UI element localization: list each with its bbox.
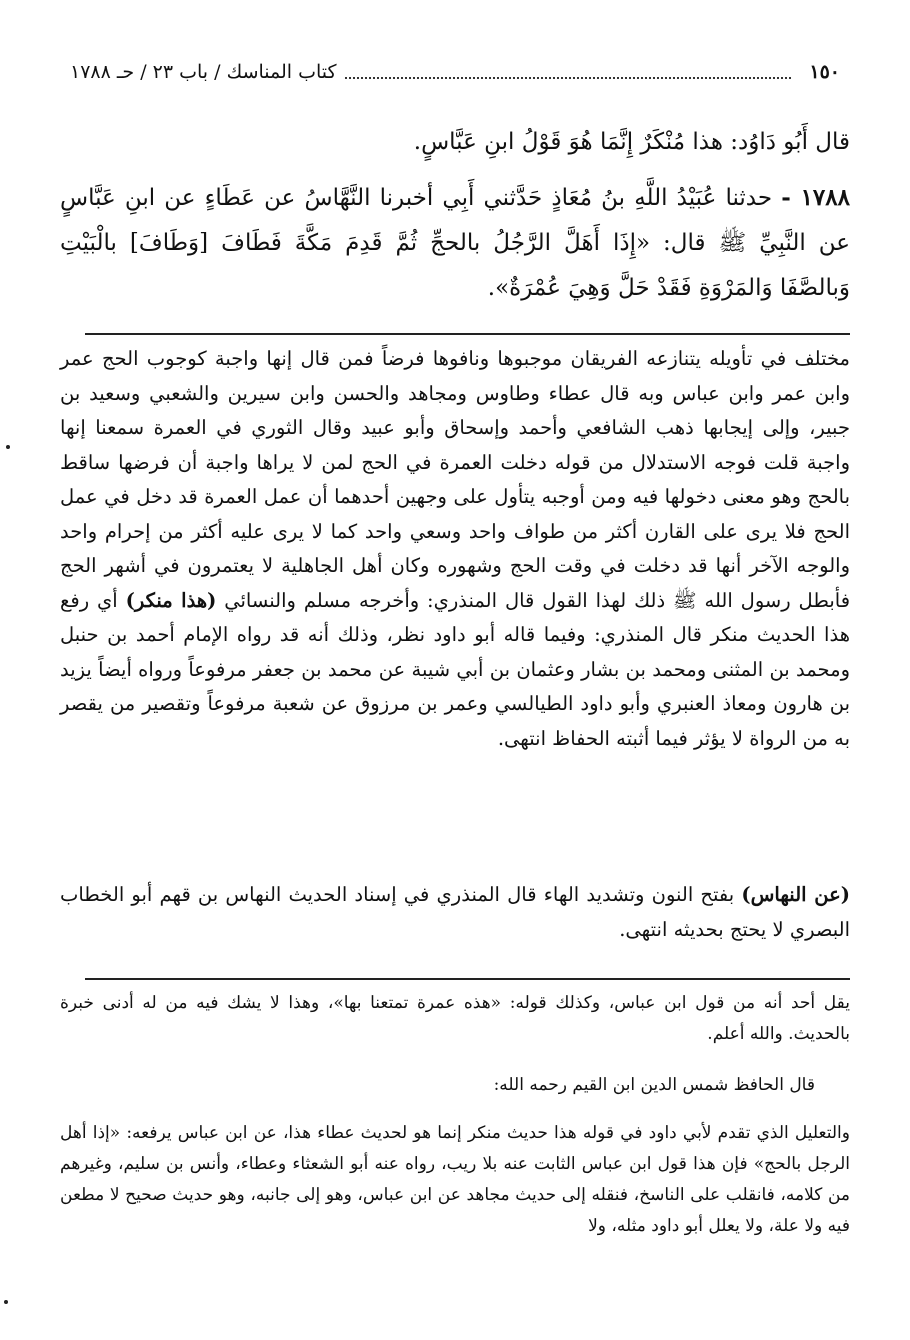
- running-title: كتاب المناسك / باب ٢٣ / حـ ١٧٨٨: [70, 61, 337, 83]
- footnote-paragraph-1: يقل أحد أنه من قول ابن عباس، وكذلك قوله: «هذه عمرة تمتعنا بها»، وهذا لا يشك فيه من له أدنى خبرة بالحديث. والله أعلم.: [60, 993, 850, 1044]
- abu-dawud-note: قال أَبُو دَاوُد: هذا مُنْكَرٌ إِنَّمَا هُوَ قَوْلُ ابنِ عَبَّاسٍ.: [413, 129, 850, 155]
- footnote-paragraph-2: والتعليل الذي تقدم لأبي داود في قوله هذا حديث منكر إنما هو لحديث عطاء هذا، عن ابن عباس يرفعه: «إذا أهل الرجل بالحج» فإن هذا قول ابن عباس الثابت عنه بلا ريب، رواه عنه أبو الشعثاء وعطاء، وأنس بن سليم، وغيرهم من كلامه، فانقلب على الناسخ، فنقله إلى حديث مجاهد عن ابن عباس، وهو إلى جانبه، وهو حديث صحيح لا مطعن فيه ولا علة، ولا يعلل أبو داود مثله، ولا: [60, 1123, 851, 1236]
- commentary-divider: [85, 333, 850, 335]
- commentary-bold-term: (هذا منكر): [125, 588, 217, 612]
- hadith-block: [60, 175, 850, 311]
- hadith-text: حدثنا عُبَيْدُ اللَّهِ بنُ مُعَاذٍ حَدَّثني أَبِي أخبرنا النَّهَّاسُ عن عَطَاءٍ عن ابنِ عَبَّاسٍ عن النَّبِيِّ ﷺ قال: «إِذَا أَهَلَّ الرَّجُلُ بالحجِّ ثُمَّ قَدِمَ مَكَّةَ فَطَافَ [وَطَافَ] بالْبَيْتِ وَبالصَّفَا وَالمَرْوَةِ فَقَدْ حَلَّ وَهِيَ عُمْرَةٌ».: [60, 185, 850, 301]
- footnote-divider: [85, 978, 850, 980]
- commentary-bold-term-2: (عن النهاس): [741, 883, 850, 906]
- commentary-text-tail: أي رفع هذا الحديث منكر قال المنذري: وفيما قاله أبو داود نظر، وذلك أنه قد رواه الإمام أحمد بن حنبل ومحمد بن المثنى ومحمد بن بشار وعثمان بن أبي شيبة عن محمد بن جعفر مرفوعاً ورواه أيضاً يزيد بن هارون ومعاذ العنبري وأبو داود الطيالسي وعمر بن مرزوق عن شعبة مرفوعاً وتقصير من يقصر به من الرواة لا يؤثر فيما أثبته الحفاظ انتهى.: [60, 588, 850, 750]
- scan-mark: [6, 445, 10, 449]
- hadith-number: ١٧٨٨ -: [781, 184, 850, 211]
- scan-mark: [4, 1300, 8, 1304]
- commentary-text-2: بفتح النون وتشديد الهاء قال المنذري في إسناد الحديث النهاس بن قهم أبو الخطاب البصري لا يحتج بحديثه انتهى.: [60, 883, 850, 941]
- header-dot-leader: [345, 77, 792, 79]
- footnote-heading: قال الحافظ شمس الدين ابن القيم رحمه الله:: [493, 1075, 815, 1095]
- page-number: ١٥٠: [809, 61, 840, 83]
- page-header: [70, 52, 840, 92]
- commentary-text: مختلف في تأويله يتنازعه الفريقان موجبوها ونافوها فرضاً فمن قال إنها واجبة كوجوب الحج عمر وابن عمر وابن عباس وبه قال عطاء وطاوس ومجاهد والحسن وابن سيرين والشعبي وسعيد بن جبير، وإلى إيجابها ذهب الشافعي وأحمد وإسحاق وأبو عبيد وقال الثوري في العمرة سمعنا إنها واجبة قلت فوجه الاستدلال من قوله دخلت العمرة في الحج لمن لا يراها واجبة أن فرضها ساقط بالحج وهو معنى دخولها فيه ومن أوجبه يتأول على وجهين أحدهما أن عمل العمرة قد دخل في عمل الحج فلا يرى على القارن أكثر من طواف واحد وسعي واحد كما لا يرى عليه أكثر من إحرام واحد والوجه الآخر أنها قد دخلت في وقت الحج وشهوره وكان أهل الجاهلية لا يعتمرون في أشهر الحج فأبطل رسول الله ﷺ ذلك لهذا القول قال المنذري: وأخرجه مسلم والنسائي: [60, 347, 851, 612]
- commentary-paragraph-1: [60, 342, 850, 756]
- commentary-paragraph-2: [60, 878, 850, 947]
